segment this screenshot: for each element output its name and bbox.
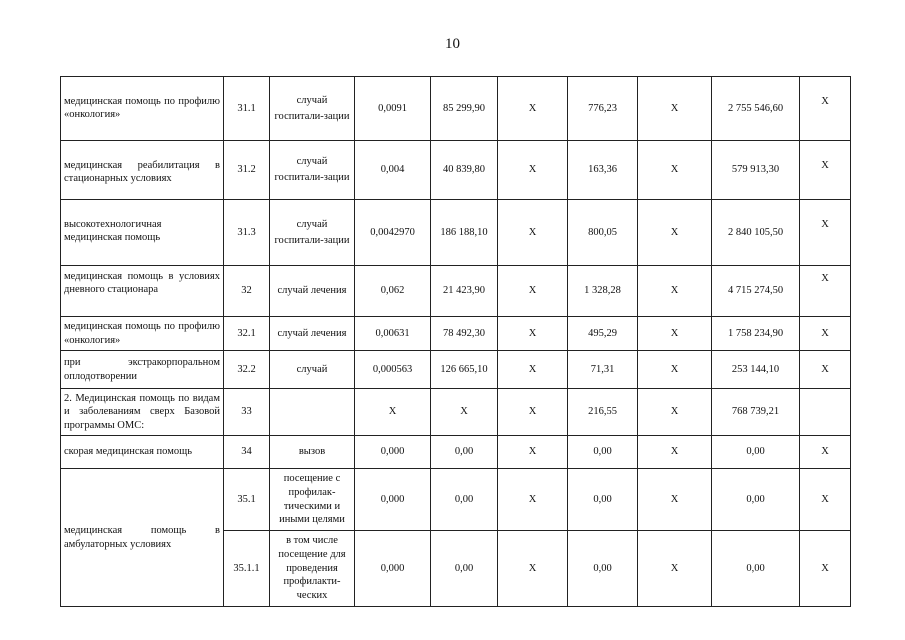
cell: 579 913,30 — [712, 141, 800, 200]
cell: 4 715 274,50 — [712, 266, 800, 317]
cell: 40 839,80 — [431, 141, 498, 200]
table-row — [61, 266, 851, 317]
cell: X — [638, 389, 712, 436]
row-unit: случай госпитали-зации — [270, 200, 355, 266]
row-name: медицинская помощь в условиях дневного стационара — [61, 266, 224, 317]
cell: 253 144,10 — [712, 351, 800, 389]
table-row — [61, 77, 851, 141]
table-row — [61, 436, 851, 469]
row-name: медицинская реабилитация в стационарных условиях — [61, 141, 224, 200]
row-unit: случай лечения — [270, 317, 355, 351]
row-unit: вызов — [270, 436, 355, 469]
cell: 0,00 — [431, 436, 498, 469]
cell: 0,00 — [431, 531, 498, 607]
cell: X — [638, 351, 712, 389]
cell: 0,000 — [355, 531, 431, 607]
cell: 0,00 — [712, 436, 800, 469]
cell: X — [638, 200, 712, 266]
row-name: скорая медицинская помощь — [61, 436, 224, 469]
cell: X — [498, 266, 568, 317]
cell: X — [800, 436, 851, 469]
row-code: 32.2 — [224, 351, 270, 389]
cell: 78 492,30 — [431, 317, 498, 351]
table-row — [61, 469, 851, 531]
cell: 0,00631 — [355, 317, 431, 351]
page-number: 10 — [445, 36, 460, 52]
row-code: 31.1 — [224, 77, 270, 141]
cell: X — [800, 266, 851, 317]
row-unit: случай госпитали-зации — [270, 77, 355, 141]
cell: X — [800, 531, 851, 607]
cell: X — [800, 351, 851, 389]
cell: 0,000 — [355, 469, 431, 531]
cell: X — [498, 436, 568, 469]
row-unit: случай — [270, 351, 355, 389]
cell: X — [498, 531, 568, 607]
cell: 0,00 — [568, 436, 638, 469]
cell: X — [800, 200, 851, 266]
cell: 2 840 105,50 — [712, 200, 800, 266]
row-code: 35.1 — [224, 469, 270, 531]
cell: X — [800, 469, 851, 531]
row-name: медицинская помощь по профилю «онкология» — [61, 317, 224, 351]
table-row — [61, 141, 851, 200]
cell: 0,000563 — [355, 351, 431, 389]
cell: 0,00 — [712, 469, 800, 531]
cell — [800, 389, 851, 436]
row-code: 32 — [224, 266, 270, 317]
row-code: 32.1 — [224, 317, 270, 351]
cell: X — [800, 317, 851, 351]
cell: X — [638, 469, 712, 531]
cell: 768 739,21 — [712, 389, 800, 436]
cell: X — [638, 436, 712, 469]
row-code: 31.2 — [224, 141, 270, 200]
table-row — [61, 200, 851, 266]
group-name: медицинская помощь в амбулаторных условиях — [61, 469, 224, 607]
row-name: при экстракорпоральном оплодотворении — [61, 351, 224, 389]
row-code: 35.1.1 — [224, 531, 270, 607]
cell: 163,36 — [568, 141, 638, 200]
cell: X — [498, 141, 568, 200]
cell: X — [431, 389, 498, 436]
cell: 0,00 — [568, 469, 638, 531]
row-name: высокотехнологичная медицинская помощь — [61, 200, 224, 266]
table-row — [61, 317, 851, 351]
cell: X — [638, 266, 712, 317]
cell: 495,29 — [568, 317, 638, 351]
cell: 0,00 — [431, 469, 498, 531]
cell: X — [800, 77, 851, 141]
cell: 0,00 — [568, 531, 638, 607]
cell: 1 758 234,90 — [712, 317, 800, 351]
cell: 1 328,28 — [568, 266, 638, 317]
cell: X — [498, 389, 568, 436]
row-unit: случай лечения — [270, 266, 355, 317]
cell: X — [498, 317, 568, 351]
cell: X — [638, 531, 712, 607]
cell: X — [638, 317, 712, 351]
row-code: 34 — [224, 436, 270, 469]
cell: 2 755 546,60 — [712, 77, 800, 141]
cell: X — [498, 200, 568, 266]
row-code: 33 — [224, 389, 270, 436]
table-row — [61, 351, 851, 389]
cell: 126 665,10 — [431, 351, 498, 389]
row-unit: случай госпитали-зации — [270, 141, 355, 200]
table-row — [61, 389, 851, 436]
cell: 85 299,90 — [431, 77, 498, 141]
cell: 0,0042970 — [355, 200, 431, 266]
cell: 0,062 — [355, 266, 431, 317]
cell: X — [498, 351, 568, 389]
cell: 0,0091 — [355, 77, 431, 141]
cell: 776,23 — [568, 77, 638, 141]
cell: X — [800, 141, 851, 200]
row-code: 31.3 — [224, 200, 270, 266]
cell: 800,05 — [568, 200, 638, 266]
cell: 21 423,90 — [431, 266, 498, 317]
cell: X — [638, 77, 712, 141]
cell: 0,000 — [355, 436, 431, 469]
data-table — [60, 76, 851, 607]
cell: X — [498, 77, 568, 141]
row-name: 2. Медицинская помощь по видам и заболеваниям сверх Базовой программы ОМС: — [61, 389, 224, 436]
cell: 216,55 — [568, 389, 638, 436]
cell: X — [355, 389, 431, 436]
cell: 71,31 — [568, 351, 638, 389]
cell: X — [498, 469, 568, 531]
row-unit: посещение с профилак-тическими и иными целями — [270, 469, 355, 531]
row-unit — [270, 389, 355, 436]
cell: 0,00 — [712, 531, 800, 607]
cell: 0,004 — [355, 141, 431, 200]
row-name: медицинская помощь по профилю «онкология» — [61, 77, 224, 141]
row-unit: в том числе посещение для проведения профилакти-ческих — [270, 531, 355, 607]
cell: 186 188,10 — [431, 200, 498, 266]
cell: X — [638, 141, 712, 200]
